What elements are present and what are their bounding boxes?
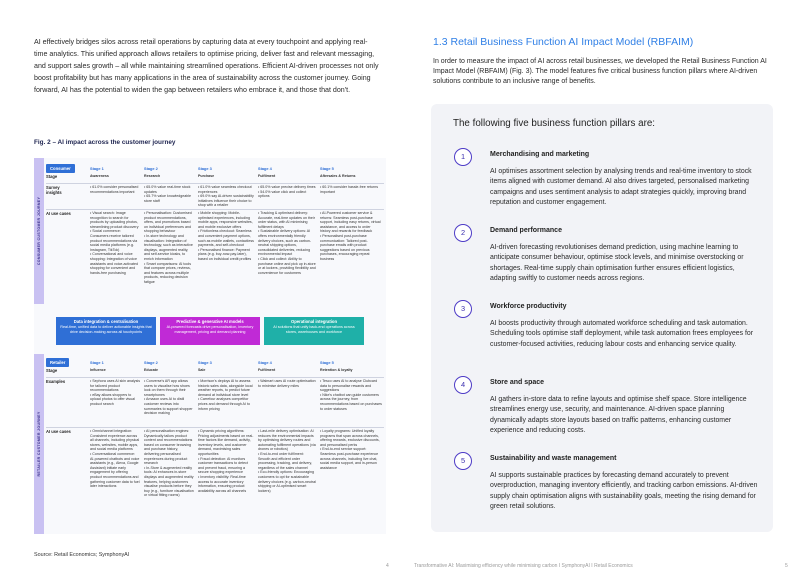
stage-name: Influence bbox=[90, 368, 106, 372]
consumer-stage-3: Stage 3 bbox=[198, 166, 212, 171]
ai-pillars-band bbox=[56, 317, 364, 345]
stage-label: Stage bbox=[46, 368, 58, 373]
pillar-text: AI-powered forecasts drive personalisation, inventory management, pricing and demand planning bbox=[166, 325, 254, 334]
stage-name: Purchase bbox=[198, 174, 215, 178]
pillars-card bbox=[431, 104, 773, 532]
survey-label: Survey insights bbox=[46, 185, 62, 195]
footer-text: Transformative AI: Maximising efficiency while minimising carbon I SymphonyAI I Retail Economics bbox=[414, 563, 633, 569]
stage-name: Research bbox=[144, 174, 161, 178]
pillar-text: AI optimises assortment selection by analysing trends and real-time inventory to stock items aligned with customer demand. AI also drives targeted, personalised marketing campaigns and uses sentiment analysis to adapt strategies quickly, improving brand reputation and customer engagement. bbox=[490, 168, 752, 207]
pillar-text: AI-driven forecasting revolutionises demand prediction, using machine learning to anticipate consumer behaviour, optimise stock levels, and minimise overstocking or shortages. Real-time supply chain optimisation further ensures efficient logistics, adapting swiftly to customer needs across regions. bbox=[490, 244, 744, 283]
survey-cell: • 65.0% value real-time stock updates • 65.7% value knowledgeable store staff bbox=[144, 185, 192, 203]
consumer-stage-5: Stage 5 bbox=[320, 166, 334, 171]
usecase-cell: • AI-Powered customer service & returns: Seamless post-purchase support, including easy returns, virtual assistance, and access to order history and rewards for feedback • Personalised post-purchase communication: Tailored post-purchase emails with product suggestions based on previous purchases, encouraging repeat business bbox=[320, 211, 381, 261]
section-description: In order to measure the impact of AI across retail businesses, we developed the Retail Business Function AI Impact Model (RBFAIM) (Fig. 3). The model features five critical business function pillars where AI-driven solutions contribute to an inclusive range of benefits. bbox=[433, 58, 767, 85]
consumer-band-label: CONSUMER CUSTOMER JOURNEY bbox=[37, 196, 41, 266]
retailer-stage-4: Stage 4 bbox=[258, 360, 272, 365]
survey-cell: • 61.0% consider personalised recommendations important bbox=[90, 185, 139, 194]
examples-label: Examples bbox=[46, 379, 66, 384]
stage-name: Retention & loyalty bbox=[320, 368, 353, 372]
consumer-stage-row bbox=[90, 166, 386, 174]
survey-cell: • 60.1% consider hassle-free returns important bbox=[320, 185, 378, 194]
usecase-cell: • Omnichannel integration: Consistent experience across all channels, including physical stores, websites, mobile apps, and social media platforms • Conversational commerce: AI-powered chatbots and voice assistants (e.g., Alexa, Google Assistant) initiate early engagement by offering product recommendations and gathering customer data to fuel later interactions bbox=[90, 429, 140, 489]
stage-name: Sale bbox=[198, 368, 206, 372]
pillar-title: Data integration & centralisation bbox=[73, 319, 139, 324]
number-badge: 1 bbox=[454, 148, 472, 166]
consumer-usecase-row bbox=[46, 211, 384, 303]
consumer-stage-names bbox=[46, 174, 384, 182]
retailer-journey-panel bbox=[34, 354, 386, 534]
usecase-cell: • Tracking & optimised delivery: Accurate, real-time updates on their order status, with AI minimising fulfilment delays • Sustainable delivery options: AI offers environmentally friendly delivery choices, such as carbon-neutral shipping options, consolidated deliveries, reducing environmental impact • Click and collect: Ability to purchase online and pick up in-store or at lockers, providing flexibility and convenience for customers bbox=[258, 211, 316, 275]
divider bbox=[46, 427, 384, 428]
stage-name: Educate bbox=[144, 368, 158, 372]
retailer-stage-1: Stage 1 bbox=[90, 360, 104, 365]
usecase-label: AI use cases bbox=[46, 211, 71, 216]
retailer-band bbox=[34, 354, 44, 534]
stage-name: Aftersales & Returns bbox=[320, 174, 356, 178]
pillar-operational bbox=[264, 317, 364, 345]
divider bbox=[46, 209, 384, 210]
right-page-number: 5 bbox=[785, 563, 788, 569]
figure-source: Source: Retail Economics; SymphonyAI bbox=[34, 552, 130, 558]
usecase-cell: • Dynamic pricing algorithms: Pricing adjustments based on real-time factors like demand, activity, inventory levels, and customer demand, maximising sales opportunities • Fraud detection: AI monitors customer transactions to detect and prevent fraud, ensuring a secure shopping experience • Inventory visibility: Real-time access to accurate inventory information, ensuring product availability across all channels bbox=[198, 429, 254, 493]
pillar-text: AI supports sustainable practices by forecasting demand accurately to prevent overproduction, managing inventory efficiently, and tracking carbon emissions. AI-driven supply chain optimisation aligns with sustainability goals, meeting the rising demand for green retail solutions. bbox=[490, 472, 758, 511]
retailer-stage-5: Stage 5 bbox=[320, 360, 334, 365]
retailer-stage-3: Stage 3 bbox=[198, 360, 212, 365]
number-badge: 3 bbox=[454, 300, 472, 318]
survey-cell: • 61.0% value seamless checkout experiences • 69.0% say AI-driven sustainability initiatives influence their choice to shop with a retailer bbox=[198, 185, 254, 208]
divider bbox=[46, 377, 384, 378]
usecase-label: AI use cases bbox=[46, 429, 71, 434]
retailer-band-label: RETAILER CUSTOMER JOURNEY bbox=[37, 411, 41, 477]
usecase-cell: • AI personalisation engines: Dynamically tailors product content and recommendations based on consumer browsing and purchase history, delivering personalised experiences during product research • In-Store & augmented reality tools: AI enhances in-store displays and augmented reality features, helping customers visualise products before they buy (e.g., furniture visualisation or virtual fitting rooms) bbox=[144, 429, 194, 498]
example-cell: • Tesco uses AI to analyse Clubcard data to personalise rewards and suggestions • Nike's chatbot can guide customers across the journey, from recommendations based on purchases to order statuses bbox=[320, 379, 382, 411]
usecase-cell: • Mobile shopping: Mobile-optimised experiences, including mobile apps, responsive websites, and mobile exclusive offers • Frictionless checkout: Seamless and convenient payment options, such as mobile wallets, contactless payments, and self-checkout • Personalised finance: Payment plans (e.g. buy-now-pay-later), based on individual credit profiles bbox=[198, 211, 254, 261]
retailer-stage-2: Stage 2 bbox=[144, 360, 158, 365]
consumer-stage-4: Stage 4 bbox=[258, 166, 272, 171]
pillar-text: AI gathers in-store data to refine layouts and optimise shelf space. Store intelligence streamlines energy use, security, and maintenance. AI-driven space planning dynamically adapts store layouts based on traffic patterns, enhancing customer experience and reducing costs. bbox=[490, 396, 747, 435]
pillar-title: Demand performance bbox=[490, 227, 562, 234]
usecase-cell: • Visual search: Image recognition to search for products by uploading photos, streamlining product discovery • Social commerce: Consumers receive tailored product recommendations via social media platforms (e.g. Instagram, TikTok) • Conversational and voice shopping: Integration of voice assistants and voice-activated shopping for convenient and hands-free purchasing bbox=[90, 211, 139, 275]
retailer-stage-names bbox=[46, 368, 384, 376]
pillar-title: Predictive & generative AI models bbox=[176, 319, 244, 324]
number-badge: 5 bbox=[454, 452, 472, 470]
retailer-tag: Retailer bbox=[46, 358, 69, 367]
consumer-stage-2: Stage 2 bbox=[144, 166, 158, 171]
pillar-title: Store and space bbox=[490, 379, 545, 386]
stage-name: Fulfilment bbox=[258, 368, 276, 372]
example-cell: • Walmart uses AI route optimisation to minimise delivery miles bbox=[258, 379, 316, 388]
usecase-cell: • Personalisation: Customised product recommendations, offers, and promotions based on individual preferences and shopping behaviour • In-store technology and visualisation: Integration of technology, such as interactive displays, augmented reality, and self-service kiosks, to enrich information • Smart comparisons: AI tools that compare prices, reviews, and features across multiple products, reducing decision fatigue bbox=[144, 211, 193, 284]
right-page bbox=[400, 0, 800, 582]
divider bbox=[46, 183, 384, 184]
customer-journey-figure bbox=[34, 158, 386, 534]
pillar-title: Workforce productivity bbox=[490, 303, 567, 310]
example-cell: • Morrison's deploys AI to assess historic sales data, alongside local weather reports, to predict future demand at individual store level • Carrefour analyses competitor prices and demand through AI to inform pricing bbox=[198, 379, 253, 411]
consumer-survey-row bbox=[46, 185, 384, 207]
pillar-title: Merchandising and marketing bbox=[490, 151, 590, 158]
pillar-predictive-ai bbox=[160, 317, 260, 345]
left-page-number: 4 bbox=[386, 563, 389, 569]
stage-label: Stage bbox=[46, 174, 58, 179]
consumer-stage-1: Stage 1 bbox=[90, 166, 104, 171]
retailer-stage-row bbox=[90, 360, 386, 368]
section-title: 1.3 Retail Business Function AI Impact Model (RBFAIM) bbox=[433, 36, 694, 48]
retailer-examples-row bbox=[46, 379, 384, 425]
pillar-title: Sustainability and waste management bbox=[490, 455, 617, 462]
number-badge: 2 bbox=[454, 224, 472, 242]
pillar-text: Real-time, unified data to deliver actionable insights that drive decision-making across all touchpoints bbox=[60, 325, 152, 334]
usecase-cell: • Loyalty programs: Unified loyalty programs that span across channels, offering rewards, exclusive discounts, and personalised perks • End-to-end service support: Seamless post-purchase experience across channels, including live chat, social media support, and in-person assistance bbox=[320, 429, 380, 470]
stage-name: Awareness bbox=[90, 174, 109, 178]
pillar-title: Operational integration bbox=[290, 319, 338, 324]
figure-title: Fig. 2 – AI impact across the customer journey bbox=[34, 139, 176, 146]
survey-cell: • 65.0% value precise delivery times • 54.0% value click and collect options bbox=[258, 185, 316, 199]
card-heading: The following five business function pillars are: bbox=[453, 118, 656, 129]
number-badge: 4 bbox=[454, 376, 472, 394]
pillar-text: AI boosts productivity through automated workforce scheduling and task automation. Scheduling tools optimise staff deployment, while task automation frees employees for customer-focused activities, reducing labour costs and enhancing service quality. bbox=[490, 320, 754, 348]
usecase-cell: • Last-mile delivery optimisation: AI reduces the environmental impacts by optimising delivery routes and automating fulfilment operations (via drones or robotics) • End-to-end order fulfilment: Smooth and efficient order processing, tracking, and delivery, regardless of the sales channel • Eco-friendly options: Encouraging customers to opt for sustainable delivery choices (e.g. carbon-neutral shipping or AI-optimised smart lockers) bbox=[258, 429, 316, 493]
example-cell: • Sephora uses AI skin analysis for tailored product recommendations • eBay allows shoppers to upload photos to offer visual product search bbox=[90, 379, 140, 406]
consumer-band bbox=[34, 158, 44, 304]
pillar-data-integration bbox=[56, 317, 156, 345]
stage-name: Fulfilment bbox=[258, 174, 276, 178]
example-cell: • Converse's AR app allows users to visualise how shoes look on them through their smartphones • Amazon uses AI to distil customer reviews into summaries to support shopper decision making bbox=[144, 379, 193, 416]
consumer-tag: Consumer bbox=[46, 164, 75, 173]
retailer-usecase-row bbox=[46, 429, 384, 533]
consumer-journey-panel bbox=[34, 158, 386, 304]
intro-paragraph: AI effectively bridges silos across retail operations by capturing data at every touchpoint and applying real-time analytics. This unified approach allows retailers to optimise pricing, deliver fast and relevant messaging, and support sales growth – all while maintaining streamlined operations. Efficient AI-driven processes not only boost profitability but has many applications in the area of sustainability across the customer journey. Going forward, AI has the potential to widen the gap between retailers who embrace it, and those that don't. bbox=[34, 38, 379, 94]
pillar-text: AI solutions that unify back-end operations across stores, warehouses and workforce bbox=[273, 325, 355, 334]
